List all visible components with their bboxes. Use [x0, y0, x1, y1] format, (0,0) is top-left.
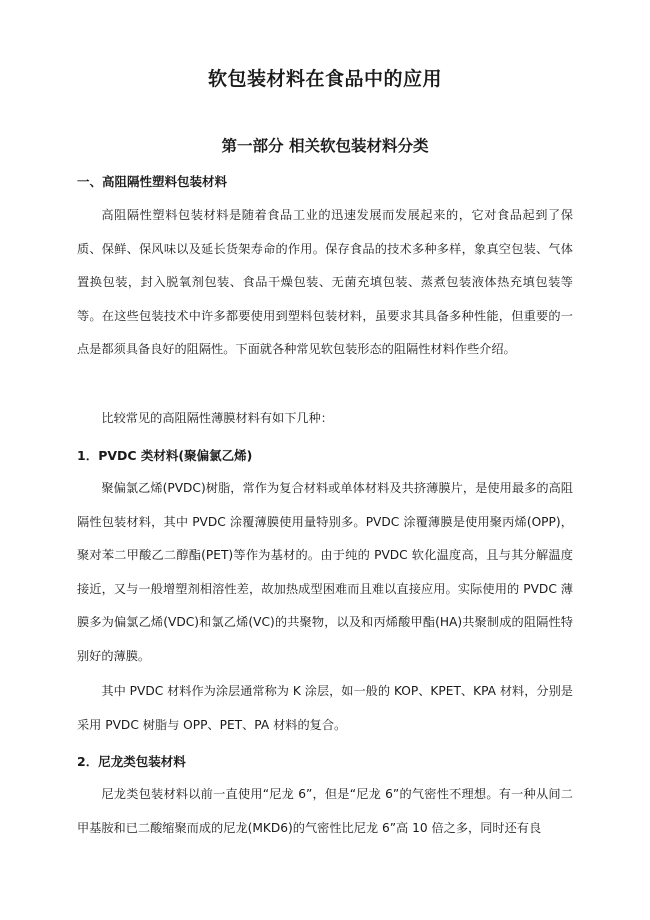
paragraph-nylon: 尼龙类包装材料以前一直使用“尼龙 6”，但是“尼龙 6”的气密性不理想。有一种从间二甲基胺和已二酸缩聚而成的尼龙(MKD6)的气密性比尼龙 6”高 10 倍之多，同时还有良: [77, 787, 573, 835]
subsection-heading-pvdc: 1．PVDC 类材料(聚偏氯乙烯): [77, 448, 253, 463]
paragraph-intro: 高阻隔性塑料包装材料是随着食品工业的迅速发展而发展起来的，它对食品起到了保质、保鲜、保风味以及延长货架寿命的作用。保存食品的技术多种多样，象真空包装、气体置换包装，封入脱氧剂包装、食品干燥包装、无菌充填包装、蒸煮包装液体热充填包装等等。在这些包装技术中许多都要使用到塑料包装材料，虽要求其具备多种性能，但重要的一点是都须具备良好的阻隔性。下面就各种常见软包装形态的阻隔性材料作些介绍。: [77, 208, 573, 357]
subsection-heading-nylon: 2．尼龙类包装材料: [77, 754, 186, 769]
paragraph-k-coating: 其中 PVDC 材料作为涂层通常称为 K 涂层，如一般的 KOP、KPET、KPA 材料，分别是采用 PVDC 树脂与 OPP、PET、PA 材料的复合。: [77, 684, 573, 732]
document-title: 软包装材料在食品中的应用: [207, 68, 442, 90]
part-title: 第一部分 相关软包装材料分类: [221, 137, 429, 155]
paragraph-pvdc: 聚偏氯乙烯(PVDC)树脂，常作为复合材料或单体材料及共挤薄膜片，是使用最多的高阻隔性包装材料，其中 PVDC 涂覆薄膜使用量特别多。PVDC 涂覆薄膜是使用聚丙烯(OPP)，聚对苯二甲酸乙二醇酯(PET)等作为基材的。由于纯的 PVDC 软化温度高，且与其分解温度接近，又与一般增塑剂相溶性差，故加热成型困难而且难以直接应用。实际使用的 PVDC 薄膜多为偏氯乙烯(VDC)和氯乙烯(VC)的共聚物，以及和丙烯酸甲酯(HA)共聚制成的阻隔性特别好的薄膜。: [77, 481, 573, 663]
paragraph-list-intro: 比较常见的高阻隔性薄膜材料有如下几种：: [101, 411, 333, 425]
section-heading-1: 一、高阻隔性塑料包装材料: [77, 174, 228, 189]
